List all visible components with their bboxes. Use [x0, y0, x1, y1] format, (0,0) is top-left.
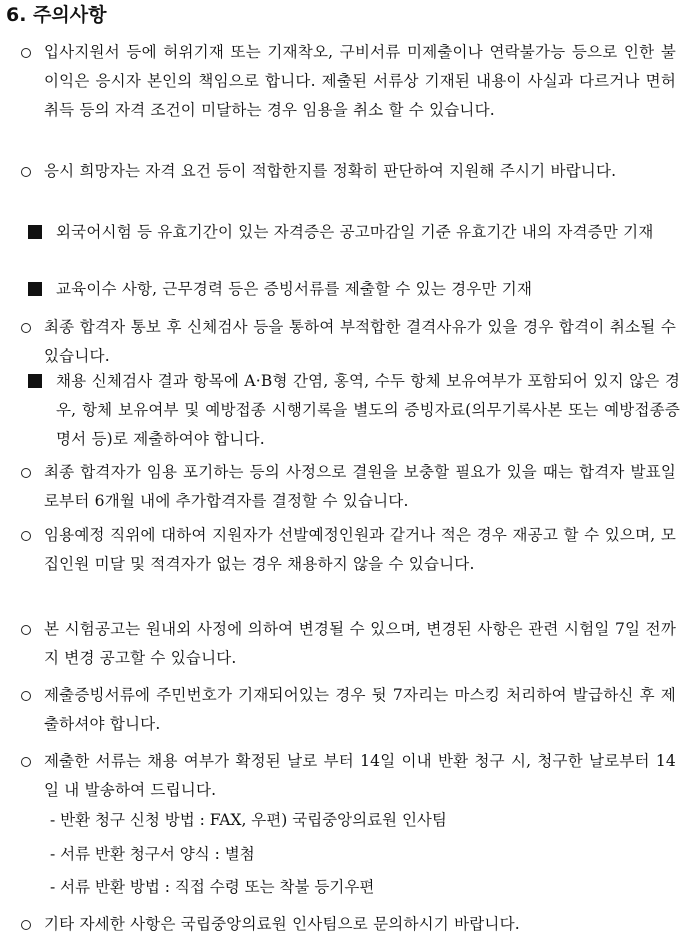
notice-text: 최종 합격자 통보 후 신체검사 등을 통하여 부적합한 결격사유가 있을 경우 합격이 취소될 수 있습니다.: [44, 318, 676, 365]
notice-text: 교육이수 사항, 근무경력 등은 증빙서류를 제출할 수 있는 경우만 기재: [56, 280, 533, 298]
section-title: 6. 주의사항: [6, 4, 107, 26]
notice-text: 제출한 서류는 채용 여부가 확정된 날로 부터 14일 이내 반환 청구 시, 청구한 날로부터 14일 내 발송하여 드립니다.: [44, 752, 676, 799]
notice-text: 응시 희망자는 자격 요건 등이 적합한지를 정확히 판단하여 지원해 주시기 바랍니다.: [44, 162, 617, 180]
notice-text: 외국어시험 등 유효기간이 있는 자격증은 공고마감일 기준 유효기간 내의 자격증만 기재: [56, 223, 654, 241]
square-bullet-icon: [28, 225, 42, 239]
circle-bullet-icon: [21, 691, 31, 701]
notice-text: 본 시험공고는 원내외 사정에 의하여 변경될 수 있으며, 변경된 사항은 관련 시험일 7일 전까지 변경 공고할 수 있습니다.: [44, 620, 676, 667]
circle-bullet-icon: [21, 323, 31, 333]
notice-text: 임용예정 직위에 대하여 지원자가 선발예정인원과 같거나 적은 경우 재공고 할 수 있으며, 모집인원 미달 및 적격자가 없는 경우 채용하지 않을 수 있습니다.: [44, 526, 676, 573]
notice-text: 입사지원서 등에 허위기재 또는 기재착오, 구비서류 미제출이나 연락불가능 등으로 인한 불이익은 응시자 본인의 책임으로 합니다. 제출된 서류상 기재된 내용이 사실과 다르거나 면허 취득 등의 자격 조건이 미달하는 경우 임용을 취소 할 수 있습니다.: [44, 43, 676, 119]
circle-bullet-icon: [21, 757, 31, 767]
square-bullet-icon: [28, 282, 42, 296]
return-detail-line: - 서류 반환 청구서 양식 : 별첨: [50, 845, 255, 863]
notice-text: 기타 자세한 사항은 국립중앙의료원 인사팀으로 문의하시기 바랍니다.: [44, 915, 520, 933]
notice-text: 채용 신체검사 결과 항목에 A·B형 간염, 홍역, 수두 항체 보유여부가 포함되어 있지 않은 경우, 항체 보유여부 및 예방접종 시행기록을 별도의 증빙자료(의무기록사본 또는 예방접종증명서 등)로 제출하여야 합니다.: [56, 372, 680, 448]
notice-text: 최종 합격자가 임용 포기하는 등의 사정으로 결원을 보충할 필요가 있을 때는 합격자 발표일로부터 6개월 내에 추가합격자를 결정할 수 있습니다.: [44, 463, 676, 510]
circle-bullet-icon: [21, 625, 31, 635]
circle-bullet-icon: [21, 48, 31, 58]
return-detail-line: - 반환 청구 신청 방법 : FAX, 우편) 국립중앙의료원 인사팀: [50, 811, 447, 829]
circle-bullet-icon: [21, 167, 31, 177]
circle-bullet-icon: [21, 920, 31, 930]
notice-text: 제출증빙서류에 주민번호가 기재되어있는 경우 뒷 7자리는 마스킹 처리하여 발급하신 후 제출하셔야 합니다.: [44, 686, 676, 733]
square-bullet-icon: [28, 374, 42, 388]
circle-bullet-icon: [21, 531, 31, 541]
return-detail-line: - 서류 반환 방법 : 직접 수령 또는 착불 등기우편: [50, 878, 375, 896]
circle-bullet-icon: [21, 468, 31, 478]
